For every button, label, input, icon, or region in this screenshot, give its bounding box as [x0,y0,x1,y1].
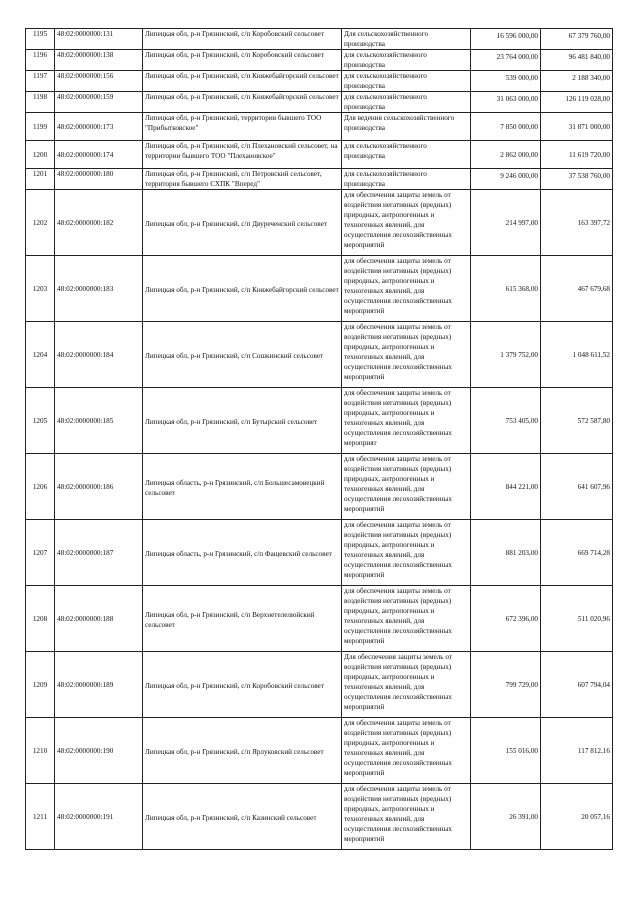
plot-address: Липецкая обл, р-н Грязинский, с/п Княжебайгорский сельсовет [143,71,342,92]
cadastral-number: 48:02:0000000:159 [55,92,143,113]
table-row [26,784,613,850]
row-number: 1202 [26,190,55,256]
row-number: 1195 [26,29,55,50]
specific-value: 16 596 000,00 [471,29,541,50]
table-row [26,652,613,718]
cadastral-cost: 67 379 760,00 [541,29,613,50]
table-row [26,169,613,190]
table-row [26,141,613,169]
specific-value: 1 379 752,00 [471,322,541,388]
cadastral-cost: 37 538 760,00 [541,169,613,190]
land-plot-table [25,28,613,850]
specific-value: 214 997,00 [471,190,541,256]
specific-value: 672 396,00 [471,586,541,652]
row-number: 1205 [26,388,55,454]
specific-value: 9 246 000,00 [471,169,541,190]
specific-value: 615 368,00 [471,256,541,322]
plot-address: Липецкая обл, р-н Грязинский, с/п Двуреченский сельсовет [143,190,342,256]
cadastral-number: 48:02:0000000:131 [55,29,143,50]
specific-value: 799 729,00 [471,652,541,718]
row-number: 1199 [26,113,55,141]
cadastral-cost: 20 057,16 [541,784,613,850]
specific-value: 881 203,00 [471,520,541,586]
row-number: 1209 [26,652,55,718]
row-number: 1206 [26,454,55,520]
row-number: 1197 [26,71,55,92]
plot-address: Липецкая обл, р-н Грязинский, с/п Княжебайгорский сельсовет [143,92,342,113]
cadastral-number: 48:02:0000000:184 [55,322,143,388]
table-row [26,113,613,141]
cadastral-number: 48:02:0000000:187 [55,520,143,586]
specific-value: 844 221,00 [471,454,541,520]
table-row [26,388,613,454]
permitted-use: для обеспечения защиты земель от воздействия негативных (вредных) природных, антропогенных и техногенных явлений, для осуществления лесохозяйственных мероприятий [342,190,471,256]
cadastral-cost: 96 481 840,00 [541,50,613,71]
row-number: 1196 [26,50,55,71]
table-row [26,50,613,71]
table-row [26,190,613,256]
plot-address: Липецкая обл, р-н Грязинский, с/п Бутырский сельсовет [143,388,342,454]
row-number: 1200 [26,141,55,169]
plot-address: Липецкая обл, р-н Грязинский, с/п Княжебайгорский сельсовет [143,256,342,322]
specific-value: 2 862 000,00 [471,141,541,169]
cadastral-cost: 11 619 720,00 [541,141,613,169]
permitted-use: для обеспечения защиты земель от воздействия негативных (вредных) природных, антропогенных и техногенных явлений, для осуществления лесохозяйственных мероприятий [342,256,471,322]
permitted-use: Для сельскохозяйственного производства [342,29,471,50]
specific-value: 7 850 000,00 [471,113,541,141]
row-number: 1203 [26,256,55,322]
table-row [26,29,613,50]
specific-value: 26 391,00 [471,784,541,850]
cadastral-number: 48:02:0000000:190 [55,718,143,784]
cadastral-cost: 31 871 000,00 [541,113,613,141]
cadastral-cost: 1 048 611,52 [541,322,613,388]
cadastral-cost: 467 679,68 [541,256,613,322]
cadastral-number: 48:02:0000000:188 [55,586,143,652]
cadastral-number: 48:02:0000000:173 [55,113,143,141]
plot-address: Липецкая обл, р-н Грязинский, с/п Коробовский сельсовет [143,50,342,71]
cadastral-number: 48:02:0000000:186 [55,454,143,520]
permitted-use: для обеспечения защиты земель от воздействия негативных (вредных) природных, антропогенных и техногенных явлений, для осуществления лесохозяйственных мероприятий [342,784,471,850]
row-number: 1208 [26,586,55,652]
cadastral-number: 48:02:0000000:182 [55,190,143,256]
plot-address: Липецкая обл, р-н Грязинский, с/п Верхнетелелюйский сельсовет [143,586,342,652]
specific-value: 31 063 000,00 [471,92,541,113]
table-row [26,71,613,92]
permitted-use: для обеспечения защиты земель от воздействия негативных (вредных) природных, антропогенных и техногенных явлений, для осуществления лесохозяйственных мероприятий [342,718,471,784]
plot-address: Липецкая обл, р-н Грязинский, с/п Плехановский сельсовет, на территории бывшего ТОО "Плехановское" [143,141,342,169]
table-row [26,92,613,113]
permitted-use: Для обеспечения защиты земель от воздействия негативных (вредных) природных, антропогенных и техногенных явлений, для осуществления лесохозяйственных мероприятий [342,652,471,718]
cadastral-number: 48:02:0000000:185 [55,388,143,454]
registry-page [25,28,612,850]
plot-address: Липецкая обл, р-н Грязинский, с/п Петровский сельсовет, территория бывшего СХПК "Вперед" [143,169,342,190]
permitted-use: для обеспечения защиты земель от воздействия негативных (вредных) природных, антропогенных и техногенных явлений, для осуществления лесохозяйственных мероприятий [342,586,471,652]
plot-address: Липецкая обл, р-н Грязинский, с/п Коробовский сельсовет [143,29,342,50]
table-row [26,586,613,652]
table-row [26,520,613,586]
permitted-use: для сельскохозяйственного производства [342,50,471,71]
row-number: 1211 [26,784,55,850]
plot-address: Липецкая обл, р-н Грязинский, с/п Ярлуковский сельсовет [143,718,342,784]
cadastral-number: 48:02:0000000:191 [55,784,143,850]
plot-address: Липецкая обл, р-н Грязинский, с/п Сошкинский сельсовет [143,322,342,388]
cadastral-cost: 572 587,80 [541,388,613,454]
cadastral-number: 48:02:0000000:180 [55,169,143,190]
cadastral-number: 48:02:0000000:138 [55,50,143,71]
row-number: 1198 [26,92,55,113]
cadastral-cost: 117 812,16 [541,718,613,784]
plot-address: Липецкая область, р-н Грязинский, с/п Фащевский сельсовет [143,520,342,586]
permitted-use: для сельскохозяйственного производства [342,92,471,113]
cadastral-cost: 669 714,28 [541,520,613,586]
specific-value: 155 016,00 [471,718,541,784]
specific-value: 539 000,00 [471,71,541,92]
plot-address: Липецкая обл, р-н Грязинский, территория бывшего ТОО "Прибытковское" [143,113,342,141]
cadastral-cost: 126 119 028,00 [541,92,613,113]
plot-address: Липецкая обл, р-н Грязинский, с/п Казинский сельсовет [143,784,342,850]
permitted-use: для сельскохозяйственного производства [342,141,471,169]
permitted-use: для обеспечения защиты земель от воздействия негативных (вредных) природных, антропогенных и техногенных явлений, для осуществления лесохозяйственных мероприятий [342,322,471,388]
table-row [26,718,613,784]
cadastral-cost: 511 020,96 [541,586,613,652]
permitted-use: для обеспечения защиты земель от воздействия негативных (вредных) природных, антропогенных и техногенных явлений, для осуществления лесохозяйственных мероприятий [342,454,471,520]
permitted-use: для сельскохозяйственного производства [342,169,471,190]
row-number: 1204 [26,322,55,388]
cadastral-number: 48:02:0000000:174 [55,141,143,169]
cadastral-cost: 2 188 340,00 [541,71,613,92]
permitted-use: для сельскохозяйственного производства [342,71,471,92]
cadastral-number: 48:02:0000000:189 [55,652,143,718]
permitted-use: Для ведения сельскохозяйственного производства [342,113,471,141]
row-number: 1210 [26,718,55,784]
table-row [26,454,613,520]
cadastral-cost: 163 397,72 [541,190,613,256]
cadastral-number: 48:02:0000000:183 [55,256,143,322]
cadastral-cost: 607 794,04 [541,652,613,718]
table-row [26,256,613,322]
plot-address: Липецкая обл, р-н Грязинский, с/п Коробовский сельсовет [143,652,342,718]
row-number: 1207 [26,520,55,586]
table-body [26,29,613,850]
plot-address: Липецкая область, р-н Грязинский, с/п Большесамовецкий сельсовет [143,454,342,520]
cadastral-cost: 641 607,96 [541,454,613,520]
table-row [26,322,613,388]
row-number: 1201 [26,169,55,190]
specific-value: 753 405,00 [471,388,541,454]
permitted-use: для обеспечения защиты земель от воздействия негативных (вредных) природных, антропогенных и техногенных явлений, для осуществления лесохозяйственных мероприятий [342,520,471,586]
cadastral-number: 48:02:0000000:156 [55,71,143,92]
specific-value: 23 764 000,00 [471,50,541,71]
permitted-use: для обеспечения защиты земель от воздействия негативных (вредных) природных, антропогенных и техногенных явлений, для осуществления лесохозяйственных мероприят [342,388,471,454]
